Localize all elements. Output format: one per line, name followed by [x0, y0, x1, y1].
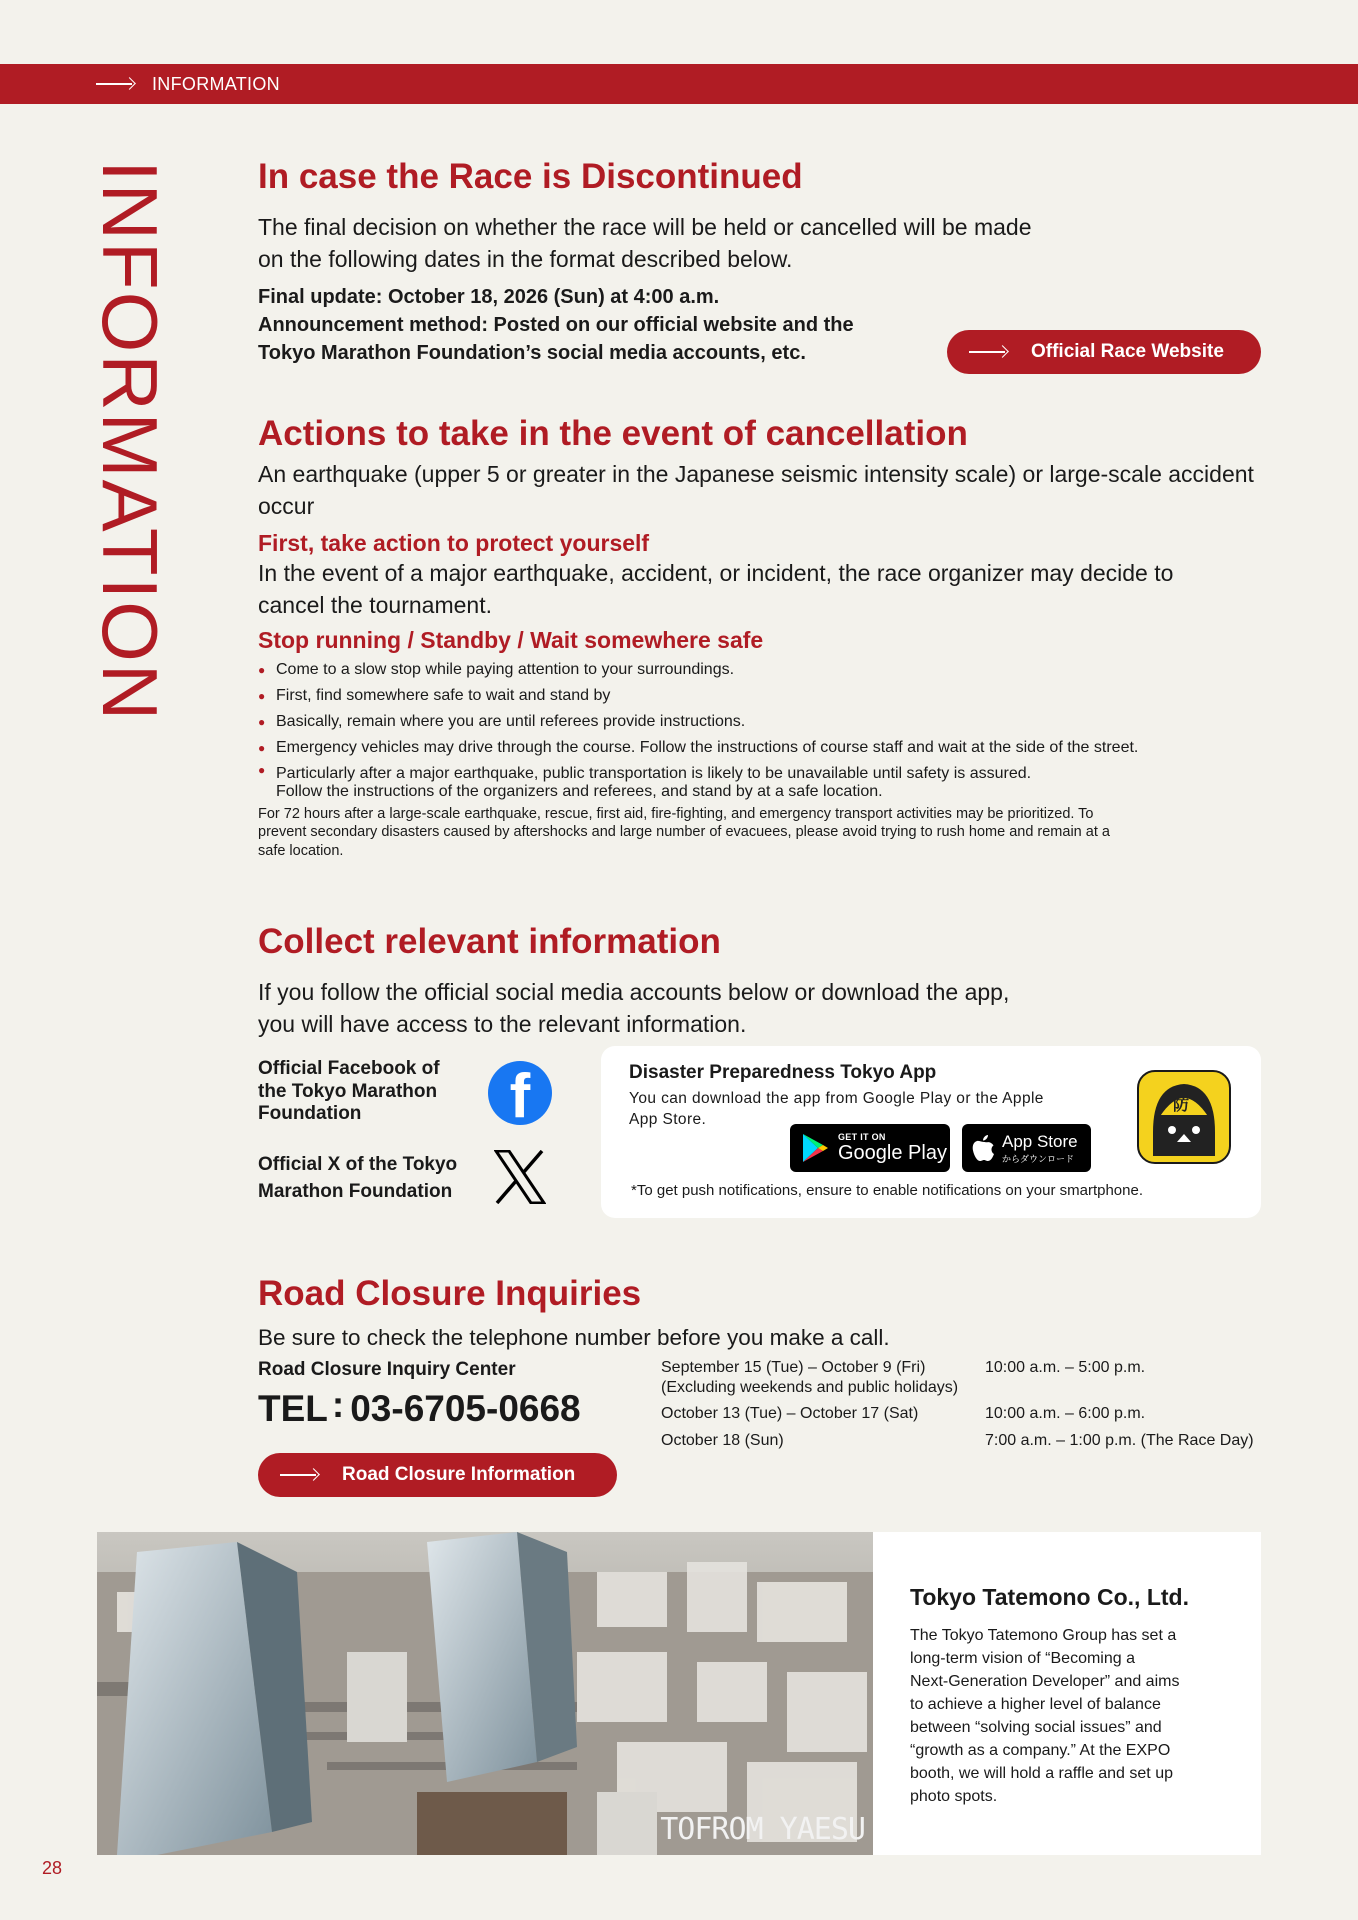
road-closure-information-label: Road Closure Information — [342, 1464, 576, 1485]
sponsor-line: photo spots. — [910, 1788, 998, 1805]
arrow-right-icon — [280, 1469, 320, 1481]
tel-number: 03-6705-0668 — [350, 1388, 581, 1429]
collect-title: Collect relevant information — [258, 922, 721, 961]
x-label-line: Marathon Foundation — [258, 1181, 453, 1202]
cancellation-lead-line: An earthquake (upper 5 or greater in the Japanese seismic intensity scale) or large-scale accident — [258, 460, 1254, 487]
tel-label: TEL — [258, 1388, 328, 1429]
cancellation-section — [258, 415, 1261, 860]
app-title: Disaster Preparedness Tokyo App — [629, 1062, 937, 1083]
hours-dates-cell: October 13 (Tue) – October 17 (Sat) — [661, 1405, 919, 1422]
protect-yourself-line: In the event of a major earthquake, accident, or incident, the race organizer may decide to — [258, 560, 1174, 587]
road-closure-title: Road Closure Inquiries — [258, 1274, 642, 1313]
yaesu-aerial-photo — [97, 1532, 873, 1855]
facebook-label-line: Official Facebook of — [258, 1058, 440, 1079]
page-number: 28 — [42, 1858, 63, 1878]
arrow-right-icon — [969, 346, 1009, 358]
google-play-icon — [800, 1132, 830, 1164]
facebook-icon[interactable]: f — [488, 1061, 552, 1125]
inquiry-hours-table — [661, 1358, 1254, 1451]
stop-running-heading: Stop running / Standby / Wait somewhere safe — [258, 627, 764, 654]
hours-time-cell: 10:00 a.m. – 5:00 p.m. — [985, 1359, 1146, 1376]
google-play-text: Google Play — [838, 1142, 947, 1164]
note-line: prevent secondary disasters caused by aftershocks and large number of evacuees, please avoid trying to rush home and remain at a — [258, 824, 1110, 841]
protect-yourself-line: cancel the tournament. — [258, 592, 492, 619]
telephone-number[interactable] — [258, 1384, 581, 1430]
disaster-app-card — [601, 1046, 1261, 1218]
x-label — [258, 1151, 457, 1205]
sponsor-line: Next-Generation Developer” and aims — [910, 1673, 1180, 1690]
table-row — [661, 1358, 1254, 1404]
hours-dates-cell — [661, 1358, 985, 1404]
road-closure-lead: Be sure to check the telephone number before you make a call. — [258, 1324, 890, 1350]
app-text-line: App Store. — [629, 1111, 707, 1128]
apple-icon — [972, 1134, 996, 1162]
sponsor-name: Tokyo Tatemono Co., Ltd. — [910, 1584, 1189, 1610]
inquiry-center-label: Road Closure Inquiry Center — [258, 1359, 516, 1380]
side-title: INFORMATION — [86, 160, 174, 723]
list-item: ● Emergency vehicles may drive through the course. Follow the instructions of course staff and wait at the side of the street. — [258, 735, 1261, 761]
facebook-label-line: Foundation — [258, 1103, 362, 1124]
road-closure-information-button[interactable] — [258, 1453, 617, 1497]
hours-dates: September 15 (Tue) – October 9 (Fri) — [661, 1359, 926, 1376]
section-header-label: INFORMATION — [152, 73, 280, 94]
sponsor-line: long-term vision of “Becoming a — [910, 1650, 1135, 1667]
discontinued-title: In case the Race is Discontinued — [258, 157, 803, 196]
protect-yourself-heading: First, take action to protect yourself — [258, 529, 650, 556]
collect-lead-line: you will have access to the relevant information. — [258, 1010, 747, 1037]
sponsor-panel — [873, 1532, 1261, 1855]
safety-bullet-list — [258, 657, 1261, 801]
discontinued-lead-line: on the following dates in the format described below. — [258, 245, 793, 272]
app-mascot-icon — [1137, 1070, 1231, 1164]
protect-yourself-text — [258, 557, 1261, 621]
facebook-label-line: the Tokyo Marathon — [258, 1080, 438, 1102]
discontinued-lead — [258, 211, 1261, 275]
final-update-line: Final update: October 18, 2026 (Sun) at 4:00 a.m. — [258, 285, 720, 308]
mascot-character: 防 — [1173, 1097, 1190, 1114]
aftershock-note — [258, 805, 1261, 861]
arrow-right-icon — [96, 78, 136, 90]
discontinued-lead-line: The final decision on whether the race will be held or cancelled will be made — [258, 213, 1032, 240]
hours-dates-note: (Excluding weekends and public holidays) — [661, 1379, 959, 1396]
facebook-label — [258, 1058, 440, 1126]
sponsor-line: booth, we will hold a raffle and set up — [910, 1765, 1173, 1782]
note-line: safe location. — [258, 842, 344, 859]
x-logo-icon[interactable] — [494, 1150, 546, 1204]
push-notification-note: *To get push notifications, ensure to enable notifications on your smartphone. — [631, 1182, 1143, 1199]
google-play-button[interactable] — [790, 1124, 950, 1172]
list-item: ● First, find somewhere safe to wait and stand by — [258, 683, 1261, 709]
photo-caption: TOFROM YAESU — [660, 1812, 865, 1847]
list-item — [258, 761, 1261, 801]
table-row — [661, 1431, 1254, 1451]
app-store-small-text: からダウンロード — [1002, 1153, 1075, 1164]
sponsor-line: The Tokyo Tatemono Group has set a — [910, 1627, 1177, 1644]
app-store-text: App Store — [1002, 1131, 1078, 1151]
cancellation-lead-line: occur — [258, 492, 315, 519]
sponsor-line: “growth as a company.” At the EXPO — [910, 1742, 1171, 1759]
list-item-line: ● Particularly after a major earthquake, public transportation is likely to be unavailable until safety is assured. — [276, 764, 1032, 782]
collect-lead — [258, 976, 1261, 1040]
section-header-bar — [0, 64, 1358, 104]
app-store-button[interactable] — [962, 1124, 1091, 1172]
announcement-line: Tokyo Marathon Foundation’s social media accounts, etc. — [258, 341, 806, 364]
google-play-small-text: GET IT ON — [838, 1132, 886, 1142]
mascot-face-icon — [1139, 1072, 1229, 1162]
road-closure-section — [258, 1275, 1261, 1354]
tel-colon: : — [331, 1384, 345, 1425]
city-aerial-image — [97, 1532, 873, 1855]
sponsor-line: to achieve a higher level of balance — [910, 1696, 1161, 1713]
list-item: ● Come to a slow stop while paying attention to your surroundings. — [258, 657, 1261, 683]
cancellation-lead — [258, 458, 1261, 522]
collect-lead-line: If you follow the official social media accounts below or download the app, — [258, 978, 1010, 1005]
announcement-line: Announcement method: Posted on our official website and the — [258, 313, 854, 336]
x-label-line: Official X of the Tokyo — [258, 1154, 458, 1175]
hours-dates-cell: October 18 (Sun) — [661, 1432, 784, 1449]
cancellation-title: Actions to take in the event of cancellation — [258, 414, 968, 453]
list-item-line: Follow the instructions of the organizers and referees, and stand by at a safe location. — [276, 782, 883, 800]
table-row — [661, 1404, 1254, 1431]
hours-time-cell: 7:00 a.m. – 1:00 p.m. (The Race Day) — [985, 1432, 1254, 1449]
sponsor-description — [910, 1624, 1179, 1808]
collect-section — [258, 923, 1261, 1040]
official-race-website-label: Official Race Website — [1031, 341, 1224, 362]
official-race-website-button[interactable] — [947, 330, 1261, 374]
sponsor-line: between “solving social issues” and — [910, 1719, 1162, 1736]
app-text-line: You can download the app from Google Play or the Apple — [629, 1090, 1044, 1107]
note-line: For 72 hours after a large-scale earthquake, rescue, first aid, fire-fighting, and emergency transport activities may be prioritized. To — [258, 805, 1094, 822]
hours-time-cell: 10:00 a.m. – 6:00 p.m. — [985, 1405, 1146, 1422]
list-item: ● Basically, remain where you are until referees provide instructions. — [258, 709, 1261, 735]
